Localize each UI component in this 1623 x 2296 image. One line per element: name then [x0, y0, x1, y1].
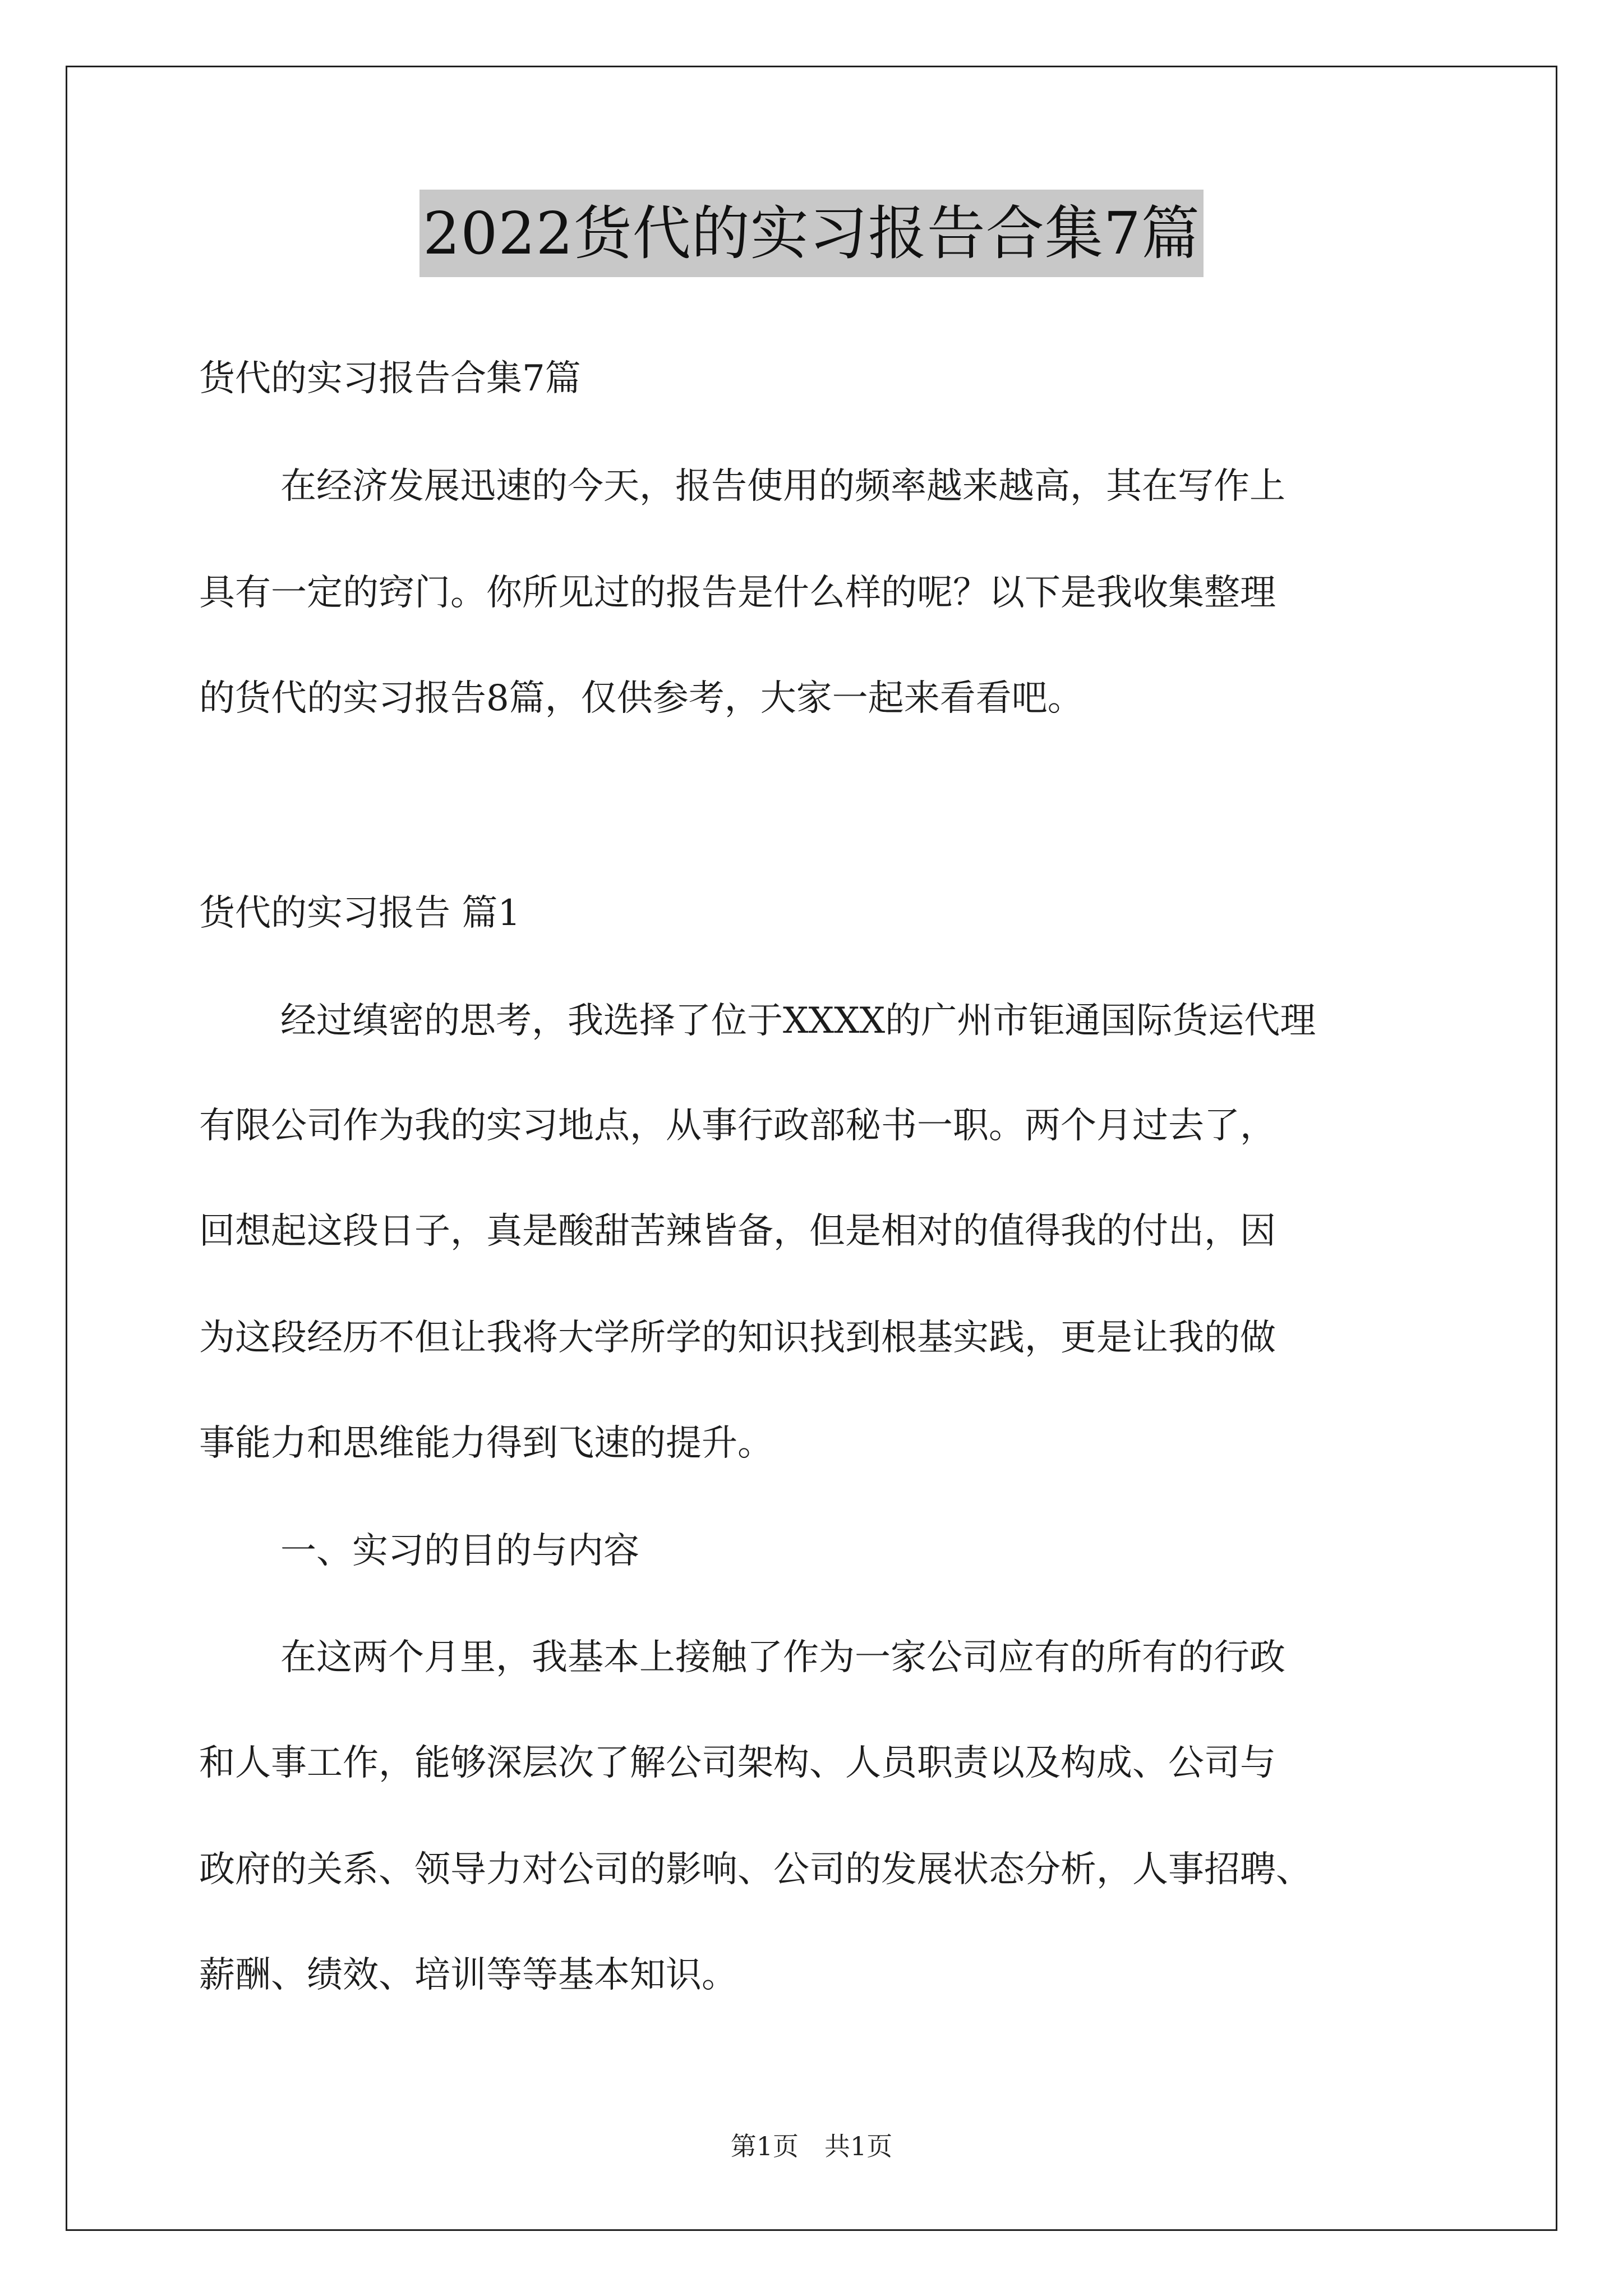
document-title: 2022货代的实习报告合集7篇 [419, 190, 1204, 277]
intro-line: 具有一定的窍门。你所见过的报告是什么样的呢？以下是我收集整理 [199, 572, 1276, 614]
paragraph-line: 在这两个月里，我基本上接触了作为一家公司应有的所有的行政 [280, 1637, 1285, 1678]
document-subtitle: 货代的实习报告合集7篇 [199, 358, 581, 399]
paragraph-line: 政府的关系、领导力对公司的影响、公司的发展状态分析，人事招聘、 [199, 1849, 1312, 1890]
section-heading: 货代的实习报告 篇1 [199, 892, 521, 934]
paragraph-line: 事能力和思维能力得到飞速的提升。 [199, 1423, 773, 1464]
paragraph-line: 薪酬、绩效、培训等等基本知识。 [199, 1954, 737, 1996]
paragraph-line: 为这段经历不但让我将大学所学的知识找到根基实践，更是让我的做 [199, 1317, 1276, 1359]
sub-heading: 一、实习的目的与内容 [280, 1530, 639, 1572]
paragraph-line: 经过缜密的思考，我选择了位于XXXX的广州市钜通国际货运代理 [280, 1000, 1316, 1042]
paragraph-line: 和人事工作，能够深层次了解公司架构、人员职责以及构成、公司与 [199, 1742, 1276, 1784]
page-footer: 第1页 共1页 [730, 2131, 893, 2161]
intro-line: 的货代的实习报告8篇，仅供参考，大家一起来看看吧。 [199, 678, 1083, 719]
paragraph-line: 回想起这段日子，真是酸甜苦辣皆备，但是相对的值得我的付出，因 [199, 1211, 1276, 1252]
title-container [0, 190, 1623, 277]
paragraph-line: 有限公司作为我的实习地点，从事行政部秘书一职。两个月过去了， [199, 1105, 1276, 1147]
intro-line: 在经济发展迅速的今天，报告使用的频率越来越高，其在写作上 [280, 466, 1285, 507]
